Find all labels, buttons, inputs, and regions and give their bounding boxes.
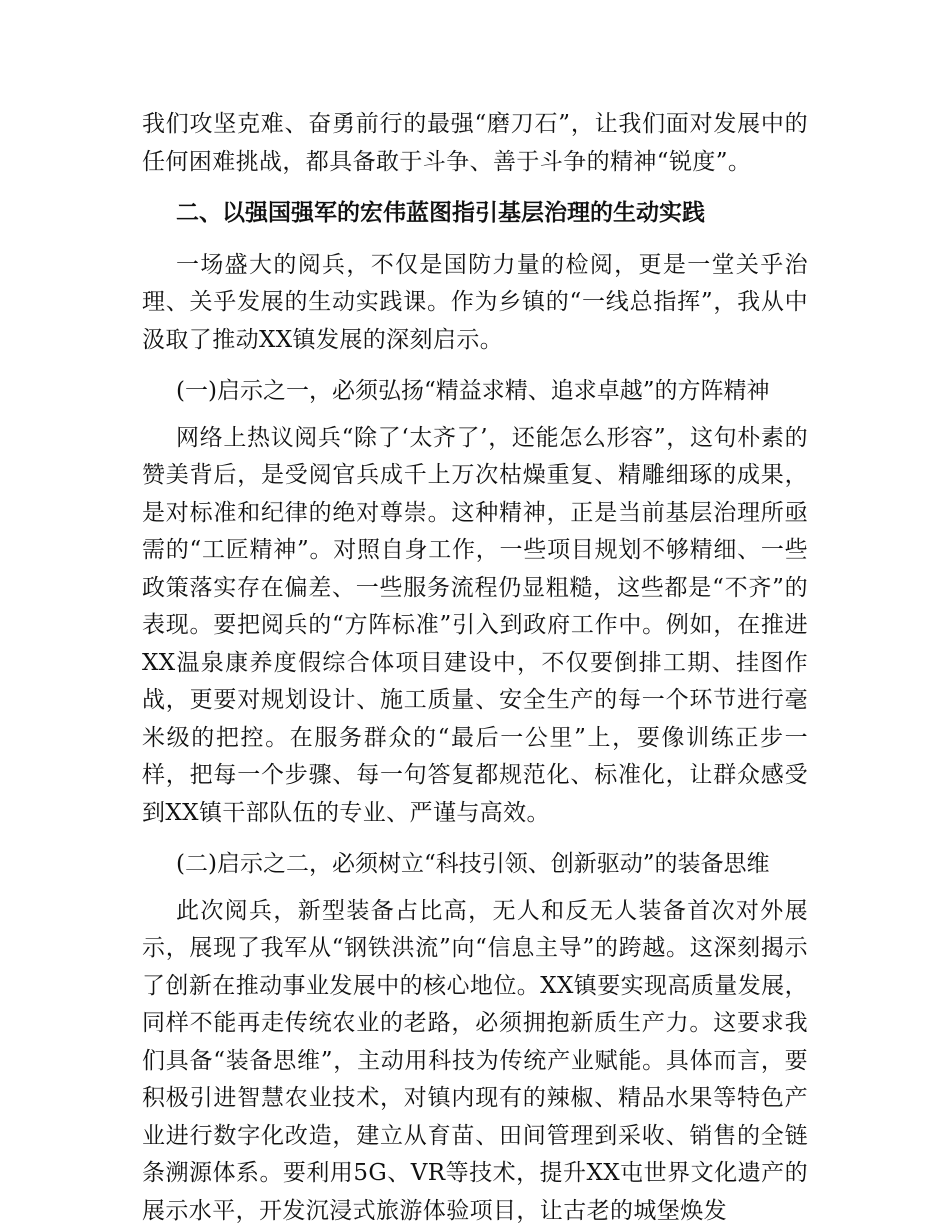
paragraph-continued: 我们攻坚克难、奋勇前行的最强“磨刀石”，让我们面对发展中的任何困难挑战，都具备敢于斗争、善于斗争的精神“锐度”。 — [142, 111, 808, 175]
section-2-heading: 二、以强国强军的宏伟蓝图指引基层治理的生动实践 — [176, 200, 705, 226]
subsection-1-heading: (一)启示之一，必须弘扬“精益求精、追求卓越”的方阵精神 — [176, 378, 770, 404]
subsection-1-paragraph: 网络上热议阅兵“除了‘太齐了’，还能怎么形容”，这句朴素的赞美背后，是受阅官兵成千上万次枯燥重复、精雕细琢的成果，是对标准和纪律的绝对尊崇。这种精神，正是当前基层治理所亟需的“工匠精神”。对照自身工作，一些项目规划不够精细、一些政策落实存在偏差、一些服务流程仍显粗糙，这些都是“不齐”的表现。要把阅兵的“方阵标准”引入到政府工作中。例如，在推进XX温泉康养度假综合体项目建设中，不仅要倒排工期、挂图作战，更要对规划设计、施工质量、安全生产的每一个环节进行毫米级的把控。在服务群众的“最后一公里”上，要像训练正步一样，把每一个步骤、每一句答复都规范化、标准化，让群众感受到XX镇干部队伍的专业、严谨与高效。 — [142, 424, 808, 826]
subsection-2-paragraph: 此次阅兵，新型装备占比高，无人和反无人装备首次对外展示，展现了我军从“钢铁洪流”向“信息主导”的跨越。这深刻揭示了创新在推动事业发展中的核心地位。XX镇要实现高质量发展，同样不能再走传统农业的老路，必须拥抱新质生产力。这要求我们具备“装备思维”，主动用科技为传统产业赋能。具体而言，要积极引进智慧农业技术，对镇内现有的辣椒、精品水果等特色产业进行数字化改造，建立从育苗、田间管理到采收、销售的全链条溯源体系。要利用5G、VR等技术，提升XX屯世界文化遗产的展示水平，开发沉浸式旅游体验项目，让古老的城堡焕发 — [142, 897, 808, 1224]
subsection-2-heading: (二)启示之二，必须树立“科技引领、创新驱动”的装备思维 — [176, 851, 770, 877]
document-page — [142, 106, 808, 1230]
section-2-intro-paragraph: 一场盛大的阅兵，不仅是国防力量的检阅，更是一堂关乎治理、关乎发展的生动实践课。作为乡镇的“一线总指挥”，我从中汲取了推动XX镇发展的深刻启示。 — [142, 251, 808, 353]
